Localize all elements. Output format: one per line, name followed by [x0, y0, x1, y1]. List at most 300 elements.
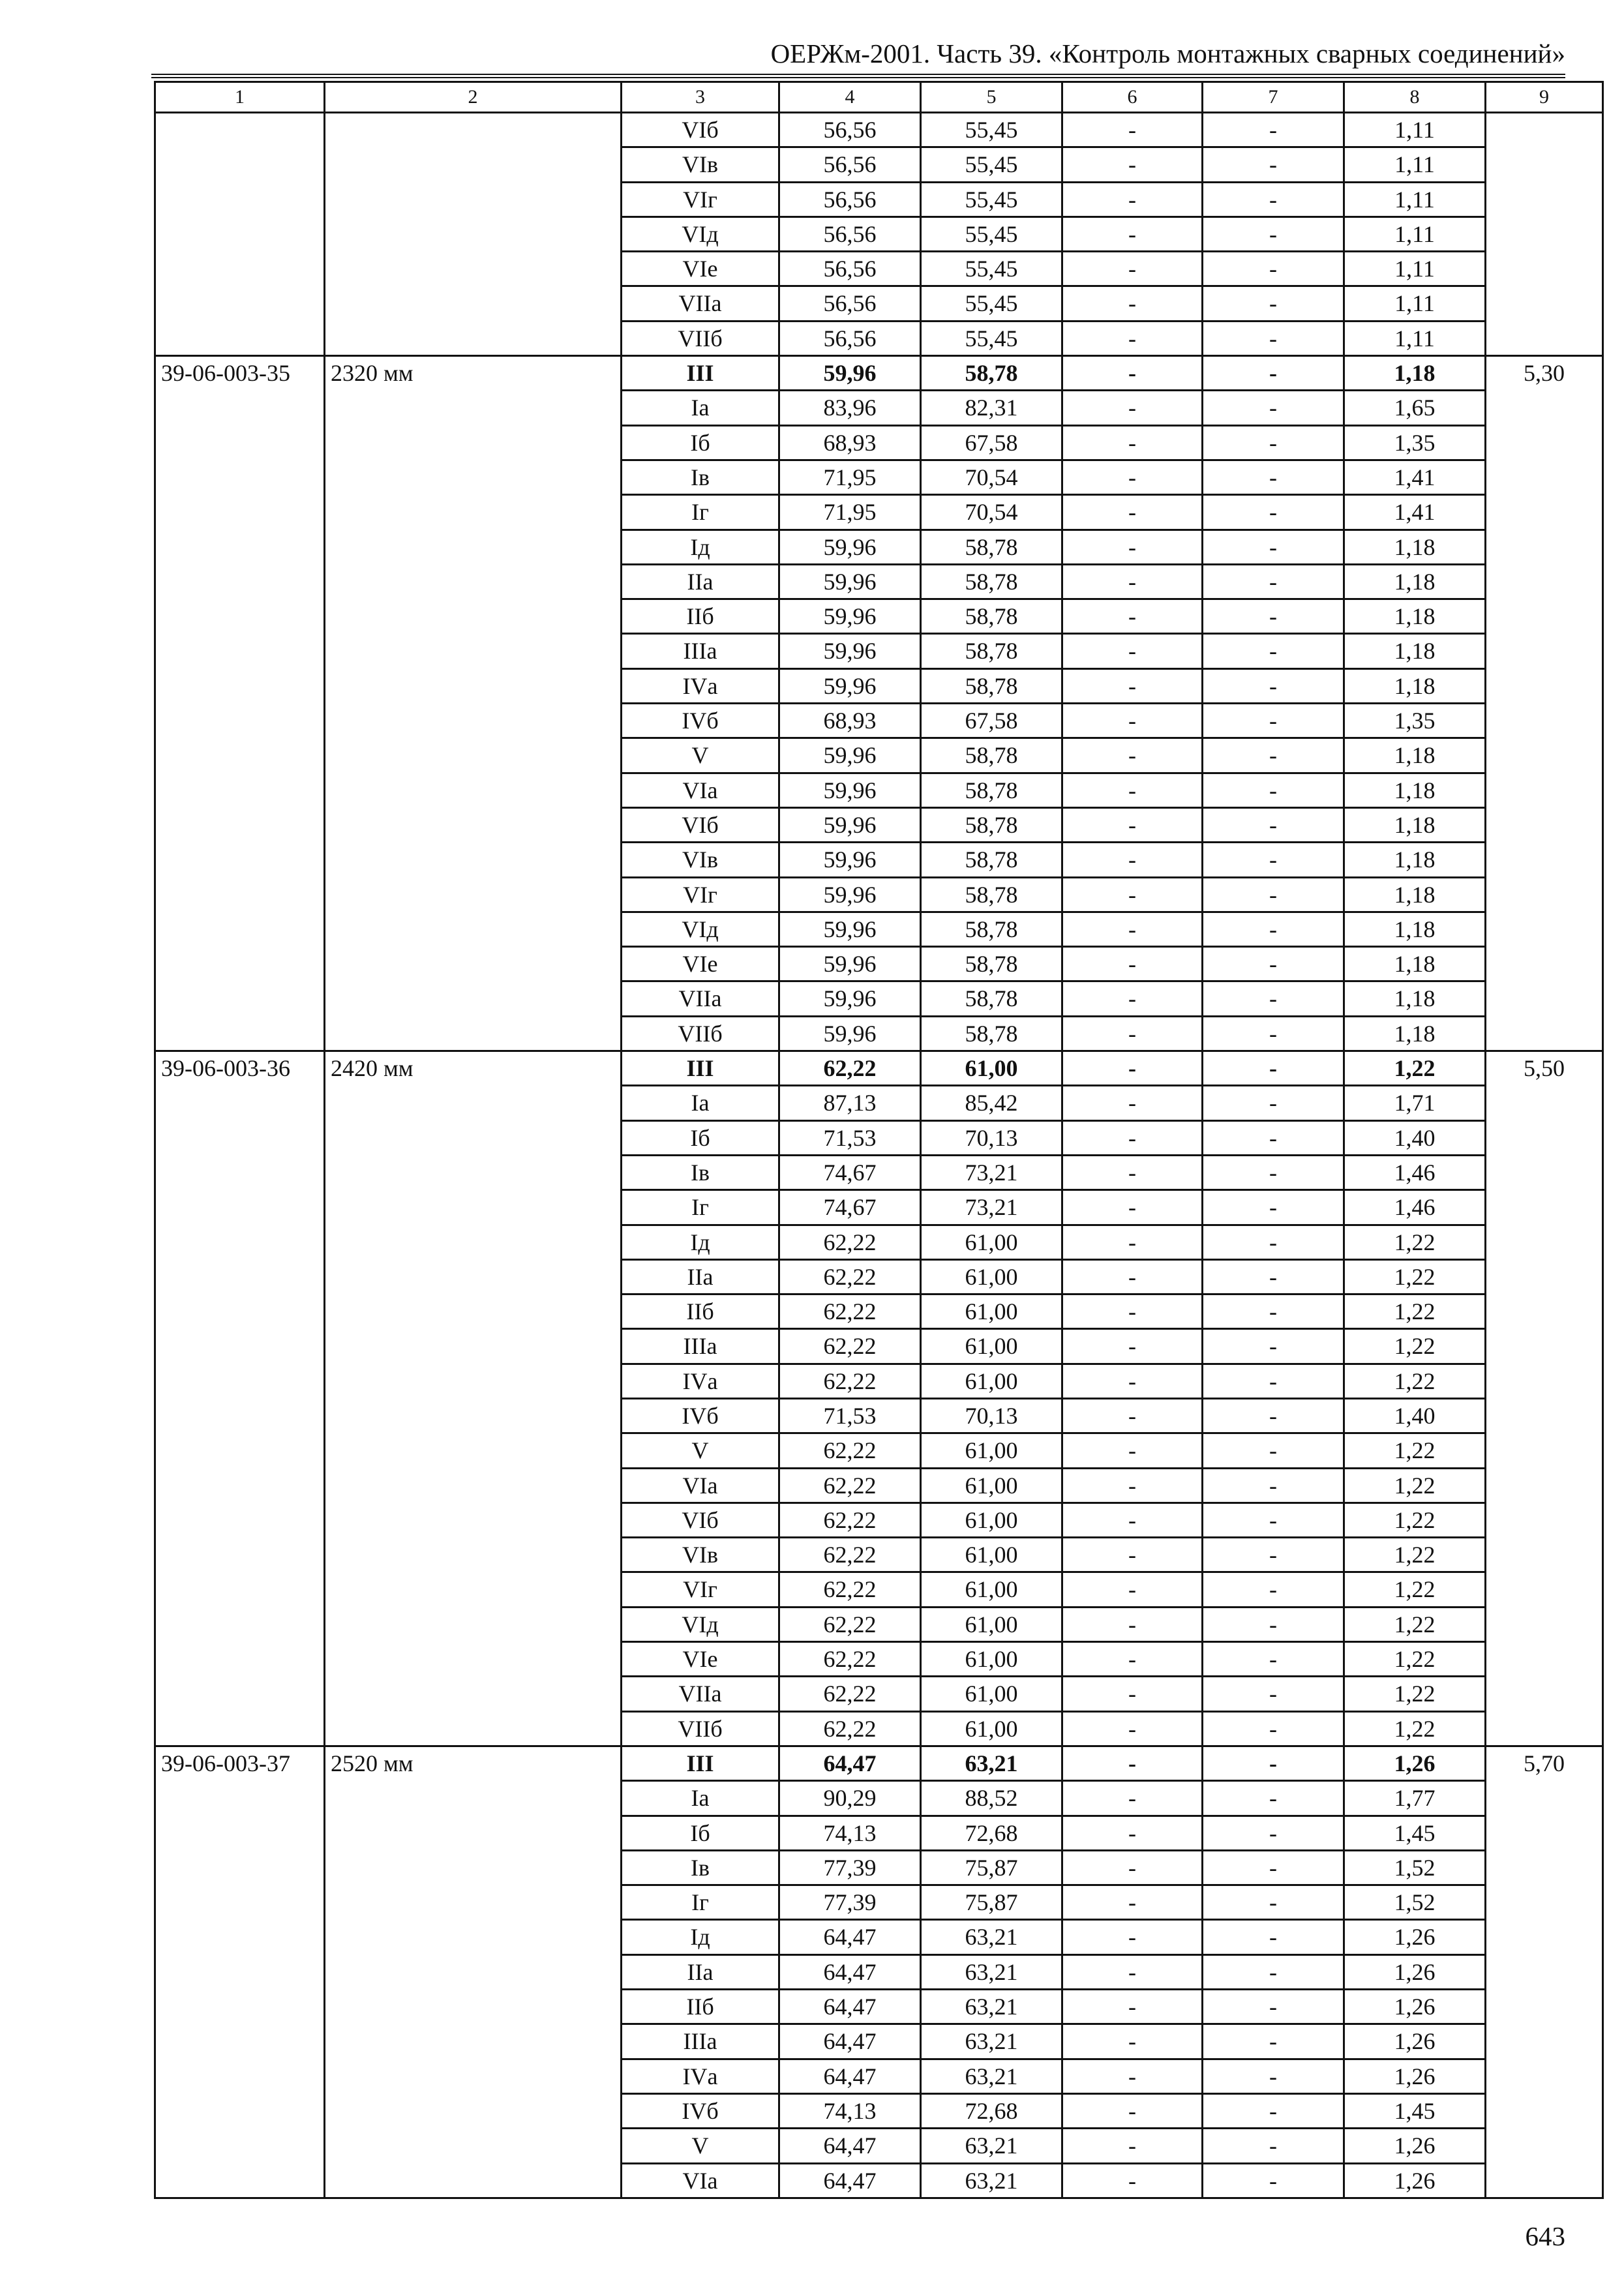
value-col4-cell: 62,22 — [779, 1329, 921, 1364]
value-col6-cell: - — [1062, 2129, 1203, 2163]
value-col5-cell: 61,00 — [921, 1225, 1062, 1259]
value-col5-cell: 58,78 — [921, 356, 1062, 391]
value-col6-cell: - — [1062, 704, 1203, 738]
value-col5-cell: 55,45 — [921, 321, 1062, 355]
price-table — [154, 81, 1604, 2199]
value-col8-cell: 1,46 — [1344, 1155, 1486, 1189]
value-col7-cell: - — [1203, 1677, 1344, 1711]
value-col7-cell: - — [1203, 1190, 1344, 1225]
value-col5-cell: 61,00 — [921, 1572, 1062, 1607]
value-col6-cell: - — [1062, 564, 1203, 599]
column-number-cell: 5 — [921, 82, 1062, 113]
value-col7-cell: - — [1203, 1990, 1344, 2024]
value-col4-cell: 59,96 — [779, 1016, 921, 1051]
value-col8-cell: 1,77 — [1344, 1781, 1486, 1816]
section-cell: Iб — [622, 1816, 779, 1850]
value-col6-cell: - — [1062, 217, 1203, 251]
value-col6-cell: - — [1062, 113, 1203, 147]
value-col7-cell: - — [1203, 2129, 1344, 2163]
section-cell: VIе — [622, 252, 779, 286]
page-header-title: ОЕРЖм-2001. Часть 39. «Контроль монтажных сварных соединений» — [770, 38, 1565, 68]
value-col5-cell: 61,00 — [921, 1329, 1062, 1364]
value-col4-cell: 64,47 — [779, 1746, 921, 1780]
value-col8-cell: 1,40 — [1344, 1398, 1486, 1433]
value-col6-cell: - — [1062, 1329, 1203, 1364]
value-col4-cell: 59,96 — [779, 599, 921, 634]
section-cell: IVб — [622, 704, 779, 738]
value-col8-cell: 1,22 — [1344, 1572, 1486, 1607]
value-col7-cell: - — [1203, 1642, 1344, 1677]
value-col8-cell: 1,11 — [1344, 147, 1486, 182]
value-col5-cell: 73,21 — [921, 1155, 1062, 1189]
section-cell: IIа — [622, 1259, 779, 1294]
value-col8-cell: 1,22 — [1344, 1294, 1486, 1329]
value-col4-cell: 56,56 — [779, 217, 921, 251]
header-double-rule — [151, 74, 1565, 78]
section-cell: IIб — [622, 1990, 779, 2024]
value-col4-cell: 59,96 — [779, 877, 921, 912]
value-col5-cell: 75,87 — [921, 1885, 1062, 1920]
value-col7-cell: - — [1203, 1294, 1344, 1329]
resource-name-cell — [325, 113, 622, 356]
value-col4-cell: 74,13 — [779, 1816, 921, 1850]
value-col5-cell: 55,45 — [921, 147, 1062, 182]
value-col5-cell: 61,00 — [921, 1433, 1062, 1468]
value-col7-cell: - — [1203, 1954, 1344, 1989]
value-col8-cell: 1,22 — [1344, 1051, 1486, 1086]
value-col8-cell: 1,18 — [1344, 947, 1486, 981]
table-body — [155, 82, 1603, 2198]
value-col9-cell: 5,70 — [1486, 1746, 1603, 2198]
section-cell: Iд — [622, 1920, 779, 1954]
table-row — [155, 1746, 1603, 1780]
value-col8-cell: 1,22 — [1344, 1225, 1486, 1259]
value-col7-cell: - — [1203, 460, 1344, 494]
section-cell: IVб — [622, 2093, 779, 2128]
value-col5-cell: 61,00 — [921, 1711, 1062, 1746]
value-col7-cell: - — [1203, 807, 1344, 842]
table-row — [155, 356, 1603, 391]
value-col8-cell: 1,18 — [1344, 981, 1486, 1016]
value-col8-cell: 1,26 — [1344, 2129, 1486, 2163]
value-col4-cell: 64,47 — [779, 2059, 921, 2093]
value-col8-cell: 1,18 — [1344, 738, 1486, 773]
column-number-cell: 7 — [1203, 82, 1344, 113]
value-col8-cell: 1,26 — [1344, 1920, 1486, 1954]
value-col8-cell: 1,22 — [1344, 1329, 1486, 1364]
value-col4-cell: 59,96 — [779, 530, 921, 564]
value-col5-cell: 61,00 — [921, 1607, 1062, 1641]
value-col8-cell: 1,26 — [1344, 1990, 1486, 2024]
value-col4-cell: 83,96 — [779, 391, 921, 425]
value-col6-cell: - — [1062, 356, 1203, 391]
value-col7-cell: - — [1203, 2024, 1344, 2059]
value-col6-cell: - — [1062, 1398, 1203, 1433]
value-col7-cell: - — [1203, 1920, 1344, 1954]
value-col8-cell: 1,18 — [1344, 668, 1486, 703]
value-col7-cell: - — [1203, 182, 1344, 217]
value-col7-cell: - — [1203, 1746, 1344, 1780]
value-col4-cell: 62,22 — [779, 1677, 921, 1711]
value-col7-cell: - — [1203, 1016, 1344, 1051]
value-col5-cell: 73,21 — [921, 1190, 1062, 1225]
value-col5-cell: 63,21 — [921, 2059, 1062, 2093]
value-col7-cell: - — [1203, 2093, 1344, 2128]
value-col6-cell: - — [1062, 1816, 1203, 1850]
column-number-cell: 2 — [325, 82, 622, 113]
value-col8-cell: 1,22 — [1344, 1711, 1486, 1746]
value-col4-cell: 62,22 — [779, 1642, 921, 1677]
value-col6-cell: - — [1062, 147, 1203, 182]
value-col4-cell: 64,47 — [779, 1990, 921, 2024]
value-col7-cell: - — [1203, 738, 1344, 773]
section-cell: V — [622, 738, 779, 773]
value-col8-cell: 1,18 — [1344, 807, 1486, 842]
value-col7-cell: - — [1203, 1538, 1344, 1572]
value-col5-cell: 70,13 — [921, 1120, 1062, 1155]
value-col4-cell: 62,22 — [779, 1259, 921, 1294]
value-col9-cell: 5,50 — [1486, 1051, 1603, 1746]
value-col6-cell: - — [1062, 807, 1203, 842]
value-col8-cell: 1,18 — [1344, 599, 1486, 634]
value-col5-cell: 58,78 — [921, 947, 1062, 981]
value-col4-cell: 74,13 — [779, 2093, 921, 2128]
value-col7-cell: - — [1203, 599, 1344, 634]
column-number-cell: 9 — [1486, 82, 1603, 113]
section-cell: V — [622, 2129, 779, 2163]
value-col6-cell: - — [1062, 182, 1203, 217]
value-col8-cell: 1,11 — [1344, 321, 1486, 355]
section-cell: VIа — [622, 2163, 779, 2198]
column-number-cell: 4 — [779, 82, 921, 113]
section-cell: VIд — [622, 1607, 779, 1641]
section-cell: Iа — [622, 391, 779, 425]
value-col6-cell: - — [1062, 1155, 1203, 1189]
value-col6-cell: - — [1062, 1954, 1203, 1989]
value-col6-cell: - — [1062, 773, 1203, 807]
section-cell: III — [622, 1746, 779, 1780]
value-col6-cell: - — [1062, 877, 1203, 912]
section-cell: VIв — [622, 1538, 779, 1572]
section-cell: Iд — [622, 530, 779, 564]
value-col5-cell: 55,45 — [921, 182, 1062, 217]
value-col8-cell: 1,18 — [1344, 843, 1486, 877]
value-col5-cell: 61,00 — [921, 1294, 1062, 1329]
value-col5-cell: 63,21 — [921, 1746, 1062, 1780]
value-col6-cell: - — [1062, 1746, 1203, 1780]
value-col5-cell: 85,42 — [921, 1086, 1062, 1120]
value-col5-cell: 63,21 — [921, 2163, 1062, 2198]
value-col7-cell: - — [1203, 391, 1344, 425]
value-col7-cell: - — [1203, 530, 1344, 564]
value-col7-cell: - — [1203, 147, 1344, 182]
value-col5-cell: 58,78 — [921, 564, 1062, 599]
value-col6-cell: - — [1062, 1990, 1203, 2024]
value-col4-cell: 64,47 — [779, 1920, 921, 1954]
value-col8-cell: 1,18 — [1344, 1016, 1486, 1051]
resource-code-cell: 39-06-003-35 — [155, 356, 325, 1051]
value-col8-cell: 1,22 — [1344, 1468, 1486, 1503]
section-cell: VIа — [622, 1468, 779, 1503]
value-col7-cell: - — [1203, 113, 1344, 147]
value-col4-cell: 62,22 — [779, 1364, 921, 1398]
resource-name-cell: 2320 мм — [325, 356, 622, 1051]
section-cell: IIа — [622, 564, 779, 599]
value-col8-cell: 1,18 — [1344, 912, 1486, 946]
value-col4-cell: 62,22 — [779, 1607, 921, 1641]
value-col6-cell: - — [1062, 1850, 1203, 1885]
section-cell: IIб — [622, 599, 779, 634]
resource-name-cell: 2520 мм — [325, 1746, 622, 2198]
section-cell: Iд — [622, 1225, 779, 1259]
value-col8-cell: 1,22 — [1344, 1433, 1486, 1468]
value-col6-cell: - — [1062, 2059, 1203, 2093]
value-col6-cell: - — [1062, 1433, 1203, 1468]
value-col8-cell: 1,18 — [1344, 530, 1486, 564]
value-col8-cell: 1,11 — [1344, 252, 1486, 286]
value-col8-cell: 1,18 — [1344, 877, 1486, 912]
value-col4-cell: 59,96 — [779, 356, 921, 391]
section-cell: VIIб — [622, 1711, 779, 1746]
value-col5-cell: 58,78 — [921, 668, 1062, 703]
value-col8-cell: 1,18 — [1344, 634, 1486, 668]
value-col6-cell: - — [1062, 1468, 1203, 1503]
value-col8-cell: 1,52 — [1344, 1885, 1486, 1920]
value-col5-cell: 58,78 — [921, 738, 1062, 773]
section-cell: Iг — [622, 495, 779, 530]
value-col6-cell: - — [1062, 1294, 1203, 1329]
value-col8-cell: 1,22 — [1344, 1259, 1486, 1294]
table-row — [155, 113, 1603, 147]
value-col4-cell: 56,56 — [779, 286, 921, 321]
value-col6-cell: - — [1062, 391, 1203, 425]
section-cell: VIг — [622, 1572, 779, 1607]
value-col8-cell: 1,40 — [1344, 1120, 1486, 1155]
value-col6-cell: - — [1062, 1885, 1203, 1920]
value-col7-cell: - — [1203, 912, 1344, 946]
section-cell: IIа — [622, 1954, 779, 1989]
value-col7-cell: - — [1203, 252, 1344, 286]
value-col4-cell: 62,22 — [779, 1572, 921, 1607]
value-col6-cell: - — [1062, 2163, 1203, 2198]
value-col7-cell: - — [1203, 286, 1344, 321]
value-col7-cell: - — [1203, 1225, 1344, 1259]
value-col5-cell: 55,45 — [921, 113, 1062, 147]
section-cell: VIа — [622, 773, 779, 807]
value-col5-cell: 63,21 — [921, 1954, 1062, 1989]
value-col5-cell: 58,78 — [921, 530, 1062, 564]
column-number-cell: 3 — [622, 82, 779, 113]
value-col4-cell: 77,39 — [779, 1850, 921, 1885]
value-col6-cell: - — [1062, 1677, 1203, 1711]
section-cell: Iа — [622, 1086, 779, 1120]
value-col8-cell: 1,22 — [1344, 1607, 1486, 1641]
value-col4-cell: 64,47 — [779, 2129, 921, 2163]
value-col7-cell: - — [1203, 1885, 1344, 1920]
value-col4-cell: 59,96 — [779, 668, 921, 703]
column-number-cell: 6 — [1062, 82, 1203, 113]
section-cell: VIд — [622, 912, 779, 946]
value-col7-cell: - — [1203, 1850, 1344, 1885]
value-col7-cell: - — [1203, 704, 1344, 738]
value-col4-cell: 62,22 — [779, 1225, 921, 1259]
value-col7-cell: - — [1203, 1468, 1344, 1503]
table-header-row — [155, 82, 1603, 113]
value-col4-cell: 59,96 — [779, 773, 921, 807]
value-col4-cell: 77,39 — [779, 1885, 921, 1920]
value-col4-cell: 71,53 — [779, 1398, 921, 1433]
value-col5-cell: 61,00 — [921, 1259, 1062, 1294]
section-cell: VIб — [622, 807, 779, 842]
value-col4-cell: 71,95 — [779, 460, 921, 494]
value-col6-cell: - — [1062, 947, 1203, 981]
value-col5-cell: 75,87 — [921, 1850, 1062, 1885]
section-cell: VIд — [622, 217, 779, 251]
value-col6-cell: - — [1062, 252, 1203, 286]
value-col8-cell: 1,18 — [1344, 773, 1486, 807]
value-col7-cell: - — [1203, 1120, 1344, 1155]
value-col8-cell: 1,35 — [1344, 425, 1486, 460]
value-col8-cell: 1,26 — [1344, 2024, 1486, 2059]
value-col5-cell: 61,00 — [921, 1642, 1062, 1677]
value-col7-cell: - — [1203, 1711, 1344, 1746]
value-col6-cell: - — [1062, 1781, 1203, 1816]
section-cell: VIе — [622, 1642, 779, 1677]
section-cell: V — [622, 1433, 779, 1468]
section-cell: VIб — [622, 113, 779, 147]
value-col8-cell: 1,22 — [1344, 1642, 1486, 1677]
value-col6-cell: - — [1062, 2093, 1203, 2128]
value-col8-cell: 1,46 — [1344, 1190, 1486, 1225]
section-cell: Iг — [622, 1190, 779, 1225]
value-col6-cell: - — [1062, 1086, 1203, 1120]
value-col5-cell: 61,00 — [921, 1468, 1062, 1503]
value-col9-cell: 5,30 — [1486, 356, 1603, 1051]
value-col5-cell: 61,00 — [921, 1051, 1062, 1086]
value-col7-cell: - — [1203, 217, 1344, 251]
value-col7-cell: - — [1203, 321, 1344, 355]
section-cell: VIг — [622, 182, 779, 217]
section-cell: IIб — [622, 1294, 779, 1329]
section-cell: VIв — [622, 147, 779, 182]
value-col5-cell: 55,45 — [921, 252, 1062, 286]
value-col6-cell: - — [1062, 634, 1203, 668]
value-col7-cell: - — [1203, 877, 1344, 912]
value-col7-cell: - — [1203, 1433, 1344, 1468]
value-col7-cell: - — [1203, 1155, 1344, 1189]
value-col7-cell: - — [1203, 843, 1344, 877]
value-col6-cell: - — [1062, 1607, 1203, 1641]
value-col5-cell: 63,21 — [921, 2129, 1062, 2163]
value-col8-cell: 1,22 — [1344, 1503, 1486, 1537]
value-col4-cell: 59,96 — [779, 843, 921, 877]
section-cell: IIIа — [622, 634, 779, 668]
section-cell: Iв — [622, 460, 779, 494]
value-col4-cell: 71,95 — [779, 495, 921, 530]
value-col5-cell: 63,21 — [921, 2024, 1062, 2059]
value-col4-cell: 56,56 — [779, 182, 921, 217]
value-col7-cell: - — [1203, 773, 1344, 807]
value-col4-cell: 59,96 — [779, 807, 921, 842]
section-cell: III — [622, 356, 779, 391]
value-col6-cell: - — [1062, 599, 1203, 634]
section-cell: VIIб — [622, 321, 779, 355]
value-col4-cell: 62,22 — [779, 1051, 921, 1086]
value-col7-cell: - — [1203, 564, 1344, 599]
section-cell: VIе — [622, 947, 779, 981]
section-cell: III — [622, 1051, 779, 1086]
column-number-cell: 1 — [155, 82, 325, 113]
section-cell: Iв — [622, 1155, 779, 1189]
value-col4-cell: 87,13 — [779, 1086, 921, 1120]
value-col4-cell: 62,22 — [779, 1711, 921, 1746]
value-col5-cell: 58,78 — [921, 773, 1062, 807]
value-col4-cell: 56,56 — [779, 147, 921, 182]
section-cell: IVа — [622, 2059, 779, 2093]
value-col5-cell: 82,31 — [921, 391, 1062, 425]
value-col7-cell: - — [1203, 2163, 1344, 2198]
value-col5-cell: 67,58 — [921, 425, 1062, 460]
value-col7-cell: - — [1203, 1572, 1344, 1607]
value-col7-cell: - — [1203, 1781, 1344, 1816]
value-col7-cell: - — [1203, 1816, 1344, 1850]
value-col7-cell: - — [1203, 1086, 1344, 1120]
value-col8-cell: 1,11 — [1344, 182, 1486, 217]
value-col8-cell: 1,18 — [1344, 356, 1486, 391]
value-col8-cell: 1,35 — [1344, 704, 1486, 738]
section-cell: Iа — [622, 1781, 779, 1816]
value-col8-cell: 1,18 — [1344, 564, 1486, 599]
value-col6-cell: - — [1062, 1538, 1203, 1572]
section-cell: VIIа — [622, 1677, 779, 1711]
value-col6-cell: - — [1062, 1711, 1203, 1746]
value-col4-cell: 56,56 — [779, 113, 921, 147]
value-col6-cell: - — [1062, 1190, 1203, 1225]
value-col4-cell: 64,47 — [779, 1954, 921, 1989]
value-col6-cell: - — [1062, 321, 1203, 355]
resource-code-cell — [155, 113, 325, 356]
value-col5-cell: 55,45 — [921, 217, 1062, 251]
value-col4-cell: 74,67 — [779, 1190, 921, 1225]
value-col4-cell: 59,96 — [779, 564, 921, 599]
value-col6-cell: - — [1062, 1120, 1203, 1155]
value-col5-cell: 72,68 — [921, 2093, 1062, 2128]
value-col7-cell: - — [1203, 668, 1344, 703]
value-col7-cell: - — [1203, 634, 1344, 668]
section-cell: Iг — [622, 1885, 779, 1920]
value-col5-cell: 58,78 — [921, 981, 1062, 1016]
resource-name-cell: 2420 мм — [325, 1051, 622, 1746]
value-col5-cell: 70,13 — [921, 1398, 1062, 1433]
value-col8-cell: 1,26 — [1344, 1954, 1486, 1989]
value-col8-cell: 1,52 — [1344, 1850, 1486, 1885]
section-cell: Iб — [622, 425, 779, 460]
value-col4-cell: 59,96 — [779, 912, 921, 946]
value-col4-cell: 74,67 — [779, 1155, 921, 1189]
value-col4-cell: 62,22 — [779, 1294, 921, 1329]
value-col8-cell: 1,41 — [1344, 460, 1486, 494]
value-col4-cell: 71,53 — [779, 1120, 921, 1155]
value-col5-cell: 58,78 — [921, 1016, 1062, 1051]
resource-code-cell: 39-06-003-36 — [155, 1051, 325, 1746]
value-col6-cell: - — [1062, 981, 1203, 1016]
section-cell: VIIб — [622, 1016, 779, 1051]
value-col6-cell: - — [1062, 1503, 1203, 1537]
value-col5-cell: 58,78 — [921, 634, 1062, 668]
value-col7-cell: - — [1203, 495, 1344, 530]
value-col4-cell: 59,96 — [779, 947, 921, 981]
value-col8-cell: 1,22 — [1344, 1677, 1486, 1711]
